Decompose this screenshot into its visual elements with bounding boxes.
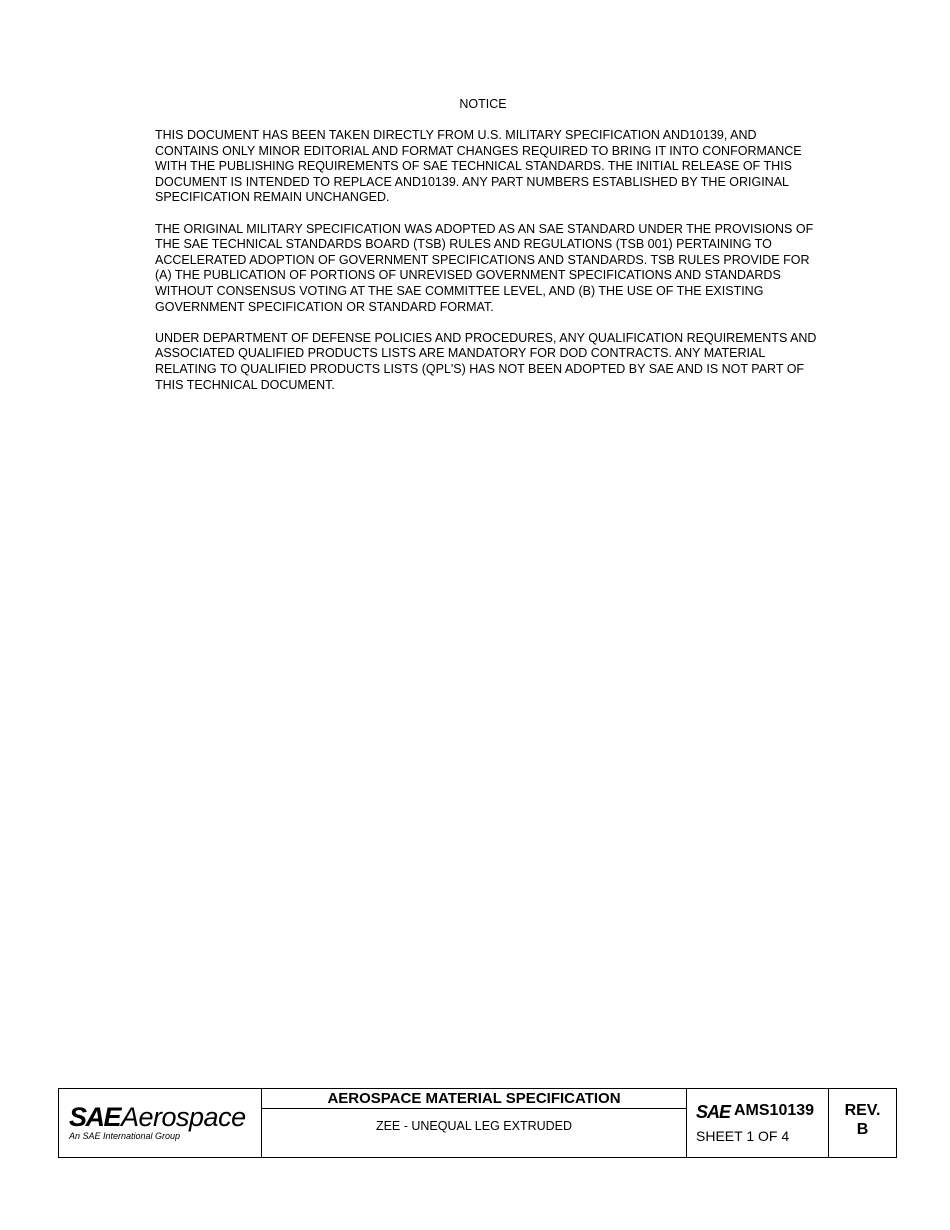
- sae-mark: SAE: [696, 1102, 731, 1122]
- notice-paragraph-3: UNDER DEPARTMENT OF DEFENSE POLICIES AND PROCEDURES, ANY QUALIFICATION REQUIREMENTS AND ASSOCIATED QUALIFIED PRODUCTS LISTS ARE MANDATORY FOR DOD CONTRACTS. ANY MATERIAL RELATING TO QUALIFIED PRODUCTS LISTS (QPL'S) HAS NOT BEEN ADOPTED BY SAE AND IS NOT PART OF THIS TECHNICAL DOCUMENT.: [155, 330, 817, 392]
- document-title: ZEE - UNEQUAL LEG EXTRUDED: [375, 1119, 573, 1133]
- notice-title: NOTICE: [459, 97, 507, 111]
- logo-aerospace-text: Aerospace: [121, 1102, 246, 1132]
- document-number-cell: [687, 1089, 829, 1157]
- sae-aerospace-logo: [59, 1089, 262, 1157]
- notice-paragraph-1: THIS DOCUMENT HAS BEEN TAKEN DIRECTLY FROM U.S. MILITARY SPECIFICATION AND10139, AND CONTAINS ONLY MINOR EDITORIAL AND FORMAT CHANGES REQUIRED TO BRING IT INTO CONFORMANCE WITH THE PUBLISHING REQUIREMENTS OF SAE TECHNICAL STANDARDS. THE INITIAL RELEASE OF THIS DOCUMENT IS INTENDED TO REPLACE AND10139. ANY PART NUMBERS ESTABLISHED BY THE ORIGINAL SPECIFICATION REMAIN UNCHANGED.: [155, 128, 802, 205]
- logo-sae-text: SAE: [69, 1102, 121, 1132]
- revision-cell: [829, 1089, 896, 1157]
- document-number: AMS10139: [734, 1102, 815, 1119]
- notice-body: [155, 128, 820, 409]
- notice-paragraph-2: THE ORIGINAL MILITARY SPECIFICATION WAS ADOPTED AS AN SAE STANDARD UNDER THE PROVISIONS OF THE SAE TECHNICAL STANDARDS BOARD (TSB) RULES AND REGULATIONS (TSB 001) PERTAINING TO ACCELERATED ADOPTION OF GOVERNMENT SPECIFICATIONS AND STANDARDS. TSB RULES PROVIDE FOR (A) THE PUBLICATION OF PORTIONS OF UNREVISED GOVERNMENT SPECIFICATIONS AND STANDARDS WITHOUT CONSENSUS VOTING AT THE SAE COMMITTEE LEVEL, AND (B) THE USE OF THE EXISTING GOVERNMENT SPECIFICATION OR STANDARD FORMAT.: [155, 221, 814, 314]
- logo-tagline: An SAE International Group: [69, 1131, 181, 1141]
- revision-value: B: [856, 1121, 869, 1138]
- spec-type: AEROSPACE MATERIAL SPECIFICATION: [262, 1089, 686, 1109]
- title-block: [58, 1088, 897, 1158]
- title-block-middle: [262, 1089, 687, 1157]
- revision-label: REV.: [844, 1102, 881, 1119]
- sheet-number: SHEET 1 OF 4: [696, 1128, 790, 1144]
